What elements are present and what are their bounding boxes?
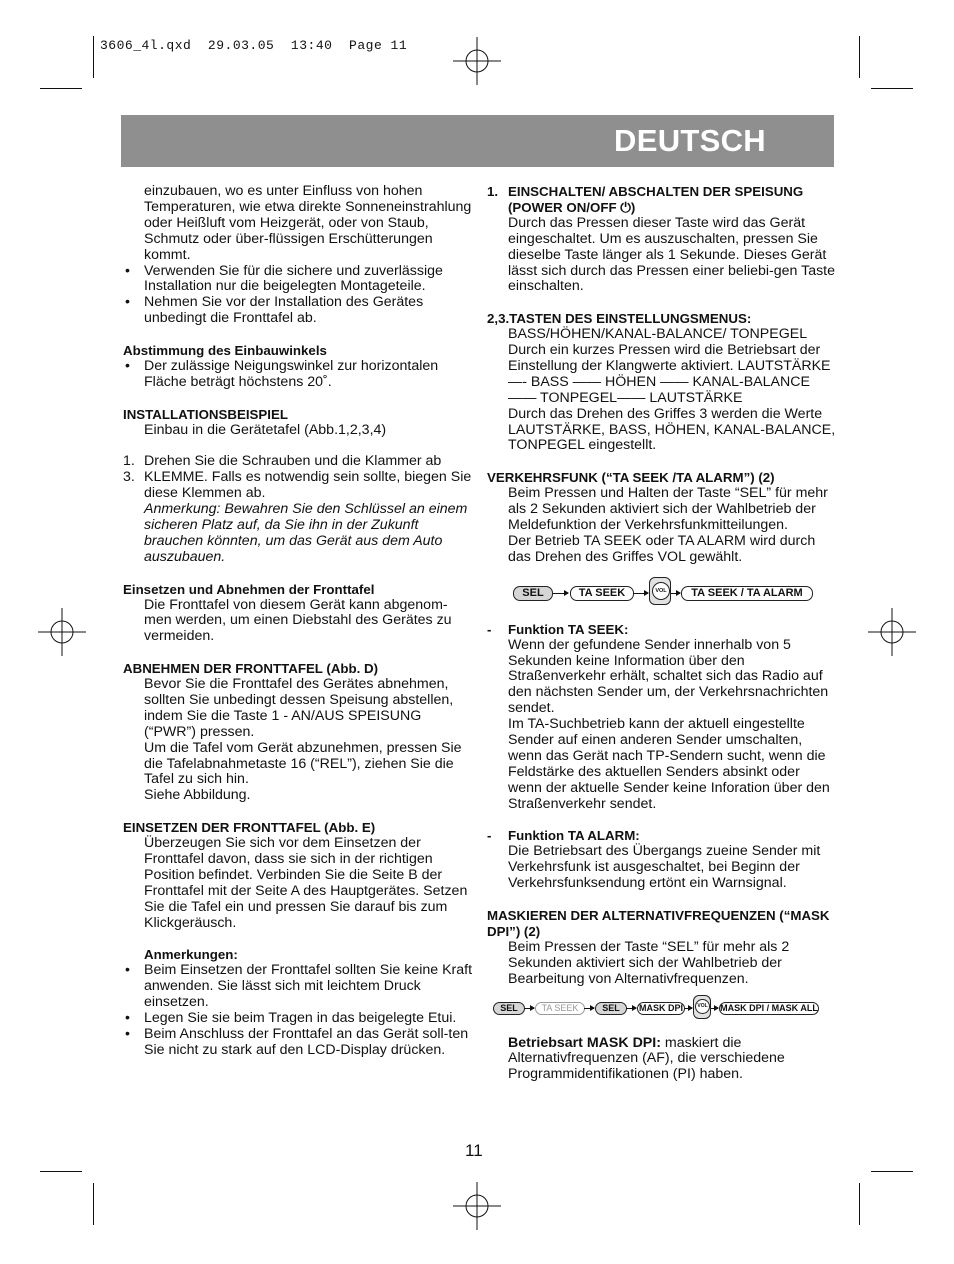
bullet-icon: • xyxy=(125,1025,130,1042)
section-heading: Einsetzen und Abnehmen der Fronttafel xyxy=(123,581,375,597)
list-item xyxy=(123,295,473,327)
crop-mark xyxy=(40,1171,82,1172)
mask-mode-diagram xyxy=(487,994,837,1022)
heading-dash: - xyxy=(487,828,492,844)
section-text: Beim Pressen der Taste “SEL” für mehr als 2 Sekunden aktiviert sich der Wahlbetrieb der Bearbeitung von Alternativfrequenzen. xyxy=(508,938,790,987)
mask-mode-label: Betriebsart MASK DPI: xyxy=(508,1034,661,1051)
vol-knob-label: VOL xyxy=(652,582,670,600)
step-item xyxy=(123,470,473,502)
heading-text: EINSCHALTEN/ ABSCHALTEN DER SPEISUNG (POWER ON/OFF xyxy=(508,184,804,215)
step-text: KLEMME. Falls es notwendig sein sollte, biegen Sie diese Klemmen ab. xyxy=(144,469,472,502)
intro-paragraph: einzubauen, wo es unter Einfluss von hohen Temperaturen, wie etwa direkte Sonneneinstrahlung oder Heißluft vom Heizgerät, oder von Staub, Schmutz oder über-flüssigen Erschütterungen kommt. xyxy=(144,183,472,263)
list-item xyxy=(123,1011,473,1027)
section-text: Durch das Pressen dieser Taste wird das Gerät eingeschaltet. Um es auszuschalten, pressen Sie dieselbe Taste länger als 1 Sekunde. Dieses Gerät lässt sich durch das Pressen einer beliebi-gen Taste einschalten. xyxy=(508,214,836,295)
page-number: 11 xyxy=(465,1141,483,1160)
italic-note: Anmerkung: Bewahren Sie den Schlüssel an einem sicheren Platz auf, da Sie ihn in der Zukunft brauchen könnten, um das Gerät aus dem Auto auszubauen. xyxy=(144,501,468,565)
section-text: Siehe Abbildung. xyxy=(144,787,251,804)
ta-mode-diagram xyxy=(487,576,837,610)
arrow-icon xyxy=(553,593,568,594)
bullet-icon: • xyxy=(125,1010,130,1027)
arrow-icon xyxy=(524,1008,534,1009)
registration-mark-icon xyxy=(453,37,501,85)
section-text xyxy=(487,1036,837,1084)
power-icon: ⏻ xyxy=(620,199,631,215)
mask-dpi-label: MASK DPI xyxy=(638,1002,683,1013)
ta-seek-alarm-label: TA SEEK / TA ALARM xyxy=(681,586,813,601)
list-item-text: Legen Sie sie beim Tragen in das beigelegte Etui. xyxy=(144,1010,457,1027)
list-item xyxy=(123,1027,473,1059)
section-text: Bevor Sie die Fronttafel des Gerätes abnehmen, sollten Sie unbedingt dessen Speisung abstellen, indem Sie die Taste 1 - AN/AUS SPEISUNG (“PWR”) pressen. xyxy=(144,676,454,740)
sel-button-label: SEL xyxy=(513,586,553,601)
list-item xyxy=(123,359,473,391)
step-number: 3. xyxy=(123,469,135,486)
registration-mark-icon xyxy=(868,608,916,656)
section-heading: VERKEHRSFUNK (“TA SEEK /TA ALARM”) (2) xyxy=(487,470,775,486)
section-text: Wenn der gefundene Sender innerhalb von 5 Sekunden keine Information über den Straßenverkehr erhält, schaltet sich das Radio auf den nächsten Sender um, der Verkehrsnachrichten sendet. xyxy=(508,636,829,717)
section-text: Die Fronttafel von diesem Gerät kann abgenom-men werden, um einen Diebstahl des Gerätes zu vermeiden. xyxy=(144,596,452,645)
heading-text: Funktion TA ALARM: xyxy=(508,828,640,844)
section-heading xyxy=(487,184,837,216)
mask-mode-text: maskiert die Alternativfrequenzen (AF), die verschiedene Programmidentifikationen (PI) haben. xyxy=(508,1034,785,1083)
ta-seek-label: TA SEEK xyxy=(535,1002,585,1015)
section-heading: Abstimmung des Einbauwinkels xyxy=(123,343,327,359)
vol-knob-icon xyxy=(693,995,711,1019)
crop-mark xyxy=(93,36,94,78)
section-heading xyxy=(487,828,837,844)
crop-mark xyxy=(871,88,913,89)
list-item-text: Der zulässige Neigungswinkel zur horizontalen Fläche beträgt höchstens 20˚. xyxy=(144,357,439,390)
section-heading: MASKIEREN DER ALTERNATIVFREQUENZEN (“MASK DPI”) (2) xyxy=(487,908,830,939)
heading-close: ) xyxy=(630,199,636,215)
bullet-icon: • xyxy=(125,962,130,979)
list-item-text: Nehmen Sie vor der Installation des Gerätes unbedingt die Fronttafel ab. xyxy=(144,294,424,327)
section-text: Durch ein kurzes Pressen wird die Betriebsart der Einstellung der Klangwerte aktiviert. LAUTSTÄRKE —- BASS —— HÖHEN —— KANAL-BALANCE —— TONPEGEL—— LAUTSTÄRKE xyxy=(508,342,831,406)
crop-mark xyxy=(859,1183,860,1225)
bullet-icon: • xyxy=(125,262,130,279)
right-column xyxy=(487,184,837,1083)
crop-mark xyxy=(859,36,860,78)
registration-mark-icon xyxy=(453,1182,501,1230)
section-text: Einbau in die Gerätetafel (Abb.1,2,3,4) xyxy=(144,421,387,438)
list-item xyxy=(123,264,473,296)
step-text: Drehen Sie die Schrauben und die Klammer ab xyxy=(144,453,442,470)
arrow-icon xyxy=(626,1008,636,1009)
sel-button-label: SEL xyxy=(595,1002,627,1015)
print-slug: 3606_4l.qxd 29.03.05 13:40 Page 11 xyxy=(100,38,408,53)
crop-mark xyxy=(40,88,82,89)
left-column xyxy=(123,184,473,1059)
heading-number: 1. xyxy=(487,184,499,199)
list-item-text: Beim Anschluss der Fronttafel an das Gerät soll-ten Sie nicht zu stark auf den LCD-Display drücken. xyxy=(144,1025,469,1058)
vol-knob-icon xyxy=(649,577,671,605)
section-heading: EINSETZEN DER FRONTTAFEL (Abb. E) xyxy=(123,820,376,836)
section-text: Um die Tafel vom Gerät abzunehmen, pressen Sie die Tafelabnahmetaste 16 (“REL”), ziehen Sie die Tafel zu sich hin. xyxy=(144,739,462,788)
arrow-icon xyxy=(684,1008,692,1009)
step-number: 1. xyxy=(123,453,135,470)
section-heading: ABNEHMEN DER FRONTTAFEL (Abb. D) xyxy=(123,661,379,677)
list-item xyxy=(123,963,473,1011)
section-heading: INSTALLATIONSBEISPIEL xyxy=(123,406,288,422)
notes-heading: Anmerkungen: xyxy=(144,947,238,963)
heading-dash: - xyxy=(487,621,492,637)
ta-seek-label: TA SEEK xyxy=(570,586,634,601)
section-text: Durch das Drehen des Griffes 3 werden die Werte LAUTSTÄRKE, BASS, HÖHEN, KANAL-BALANCE, TONPEGEL eingestellt. xyxy=(508,405,836,454)
sel-button-label: SEL xyxy=(493,1002,525,1015)
arrow-icon xyxy=(584,1008,594,1009)
list-item-text: Verwenden Sie für die sichere und zuverlässige Installation nur die beigelegten Montageteile. xyxy=(144,262,443,295)
vol-knob-label: VOL xyxy=(695,999,710,1014)
page-title: DEUTSCH xyxy=(614,123,766,158)
section-header-band xyxy=(121,115,834,167)
section-text: Die Betriebsart des Übergangs zueine Sender mit Verkehrsfunk ist ausgeschaltet, bei Beginn der Verkehrsfunksendung ertönt ein Warnsignal. xyxy=(508,843,821,892)
section-text: Der Betrieb TA SEEK oder TA ALARM wird durch das Drehen des Griffes VOL gewählt. xyxy=(508,532,816,565)
arrow-icon xyxy=(671,593,680,594)
list-item-text: Beim Einsetzen der Fronttafel sollten Sie keine Kraft anwenden. Sie lässt sich mit leichtem Druck einsetzen. xyxy=(144,962,473,1011)
bullet-icon: • xyxy=(125,357,130,374)
heading-text: Funktion TA SEEK: xyxy=(508,621,629,637)
section-heading xyxy=(487,622,837,638)
crop-mark xyxy=(93,1183,94,1225)
section-heading: 2,3.TASTEN DES EINSTELLUNGSMENUS: xyxy=(487,311,752,327)
step-item xyxy=(123,454,473,470)
bullet-icon: • xyxy=(125,294,130,311)
arrow-icon xyxy=(711,1008,718,1009)
registration-mark-icon xyxy=(38,608,86,656)
mask-dpi-all-label: MASK DPI / MASK ALL xyxy=(720,1002,818,1013)
arrow-icon xyxy=(633,593,648,594)
crop-mark xyxy=(871,1171,913,1172)
section-text: Beim Pressen und Halten der Taste “SEL” für mehr als 2 Sekunden aktiviert sich der Wahlbetrieb der Meldefunktion der Verkehrsfunkmitteilungen. xyxy=(508,485,828,533)
section-text: Im TA-Suchbetrieb kann der aktuell eingestellte Sender auf einen anderen Sender umschalten, wenn das Gerät nach TP-Sendern sucht, wenn die Feldstärke des aktuellen Senders absinkt oder wenn der aktuelle Sender keine Inforation über den Straßenverkehr sendet. xyxy=(508,716,830,812)
section-text: Überzeugen Sie sich vor dem Einsetzen der Fronttafel davon, dass sie sich in der richtigen Position befindet. Verbinden Sie die Seite B der Fronttafel mit der Seite A des Hauptgerätes. Setzen Sie die Tafel ein und pressen Sie darauf bis zum Klickgeräusch. xyxy=(144,835,468,931)
section-text: BASS/HÖHEN/KANAL-BALANCE/ TONPEGEL xyxy=(508,326,808,343)
